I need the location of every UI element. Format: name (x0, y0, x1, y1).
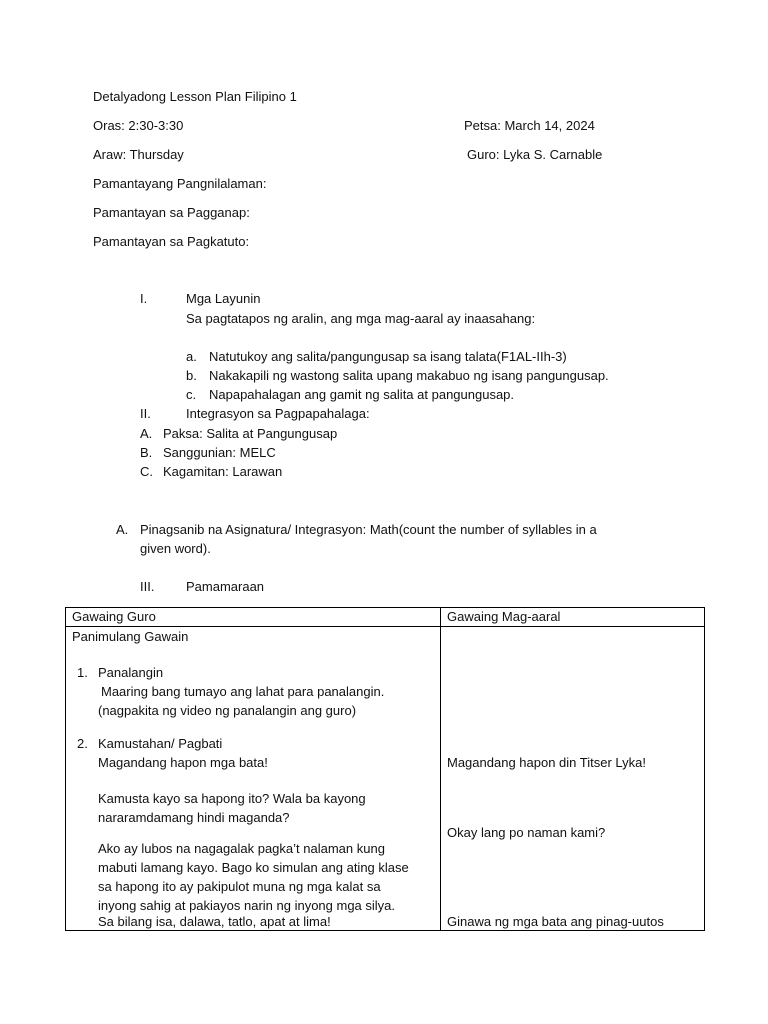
objective-a-text: Natutukoy ang salita/pangungusap sa isang talata(F1AL-IIh-3) (209, 349, 567, 364)
table-header-row (66, 608, 705, 627)
item-1-marker: 1. (77, 665, 88, 680)
guro-field: Guro: Lyka S. Carnable (467, 147, 603, 162)
item-2-line-4: Ako ay lubos na nagagalak pagka’t nalaman kung (98, 841, 385, 856)
pamantayang-pangnilalaman: Pamantayang Pangnilalaman: (93, 176, 267, 191)
item-2-line-1: Magandang hapon mga bata! (98, 755, 268, 770)
student-response-1: Magandang hapon din Titser Lyka! (447, 755, 646, 770)
objective-c-text: Napapahalagan ang gamit ng salita at pangungusap. (209, 387, 515, 402)
item-2-line-7: inyong sahig at pakiayos narin ng inyong mga silya. (98, 898, 396, 913)
section-1-number: I. (140, 291, 148, 306)
section-3-number: III. (140, 579, 155, 594)
objective-c-marker: c. (186, 387, 197, 402)
section-2-title: Integrasyon sa Pagpapahalaga: (186, 406, 370, 421)
item-2-line-6: sa hapong ito ay pakipulot muna ng mga kalat sa (98, 879, 381, 894)
panimulang-gawain: Panimulang Gawain (72, 629, 189, 644)
section-1-title: Mga Layunin (186, 291, 261, 306)
item-c-text: Kagamitan: Larawan (163, 464, 283, 479)
item-2-title: Kamustahan/ Pagbati (98, 736, 223, 751)
header-gawaing-mag-aaral: Gawaing Mag-aaral (441, 608, 705, 627)
item-2-marker: 2. (77, 736, 88, 751)
pamantayan-sa-pagkatuto: Pamantayan sa Pagkatuto: (93, 234, 250, 249)
integration-marker: A. (116, 522, 129, 537)
integration-line-1: Pinagsanib na Asignatura/ Integrasyon: Math(count the number of syllables in a (140, 522, 597, 537)
item-2-line-3: nararamdamang hindi maganda? (98, 810, 290, 825)
item-a-marker: A. (140, 426, 153, 441)
araw-field: Araw: Thursday (93, 147, 184, 162)
pamantayan-sa-pagganap: Pamantayan sa Pagganap: (93, 205, 250, 220)
item-2-line-2: Kamusta kayo sa hapong ito? Wala ba kayong (98, 791, 366, 806)
petsa-field: Petsa: March 14, 2024 (464, 118, 595, 133)
student-activity-cell (441, 627, 705, 931)
teacher-activity-cell (66, 627, 441, 931)
oras-field: Oras: 2:30-3:30 (93, 118, 184, 133)
section-1-intro: Sa pagtatapos ng aralin, ang mga mag-aaral ay inaasahang: (186, 311, 536, 326)
procedure-table (65, 607, 705, 931)
item-b-text: Sanggunian: MELC (163, 445, 276, 460)
section-2-number: II. (140, 406, 151, 421)
item-1-line-2: (nagpakita ng video ng panalangin ang guro) (98, 703, 357, 718)
header-gawaing-guro: Gawaing Guro (66, 608, 441, 627)
student-response-3: Ginawa ng mga bata ang pinag-uutos (447, 914, 664, 929)
item-b-marker: B. (140, 445, 153, 460)
item-1-title: Panalangin (98, 665, 164, 680)
student-response-2: Okay lang po naman kami? (447, 825, 606, 840)
item-2-line-5: mabuti lamang kayo. Bago ko simulan ang ating klase (98, 860, 409, 875)
item-2-line-8: Sa bilang isa, dalawa, tatlo, apat at lima! (98, 914, 331, 929)
item-a-text: Paksa: Salita at Pangungusap (163, 426, 338, 441)
objective-b-marker: b. (186, 368, 197, 383)
objective-b-text: Nakakapili ng wastong salita upang makabuo ng isang pangungusap. (209, 368, 609, 383)
section-3-title: Pamamaraan (186, 579, 265, 594)
objective-a-marker: a. (186, 349, 197, 364)
integration-line-2: given word). (140, 541, 211, 556)
item-c-marker: C. (140, 464, 153, 479)
document-title: Detalyadong Lesson Plan Filipino 1 (93, 89, 297, 104)
table-row (66, 627, 705, 931)
item-1-line-1: Maaring bang tumayo ang lahat para panalangin. (101, 684, 385, 699)
